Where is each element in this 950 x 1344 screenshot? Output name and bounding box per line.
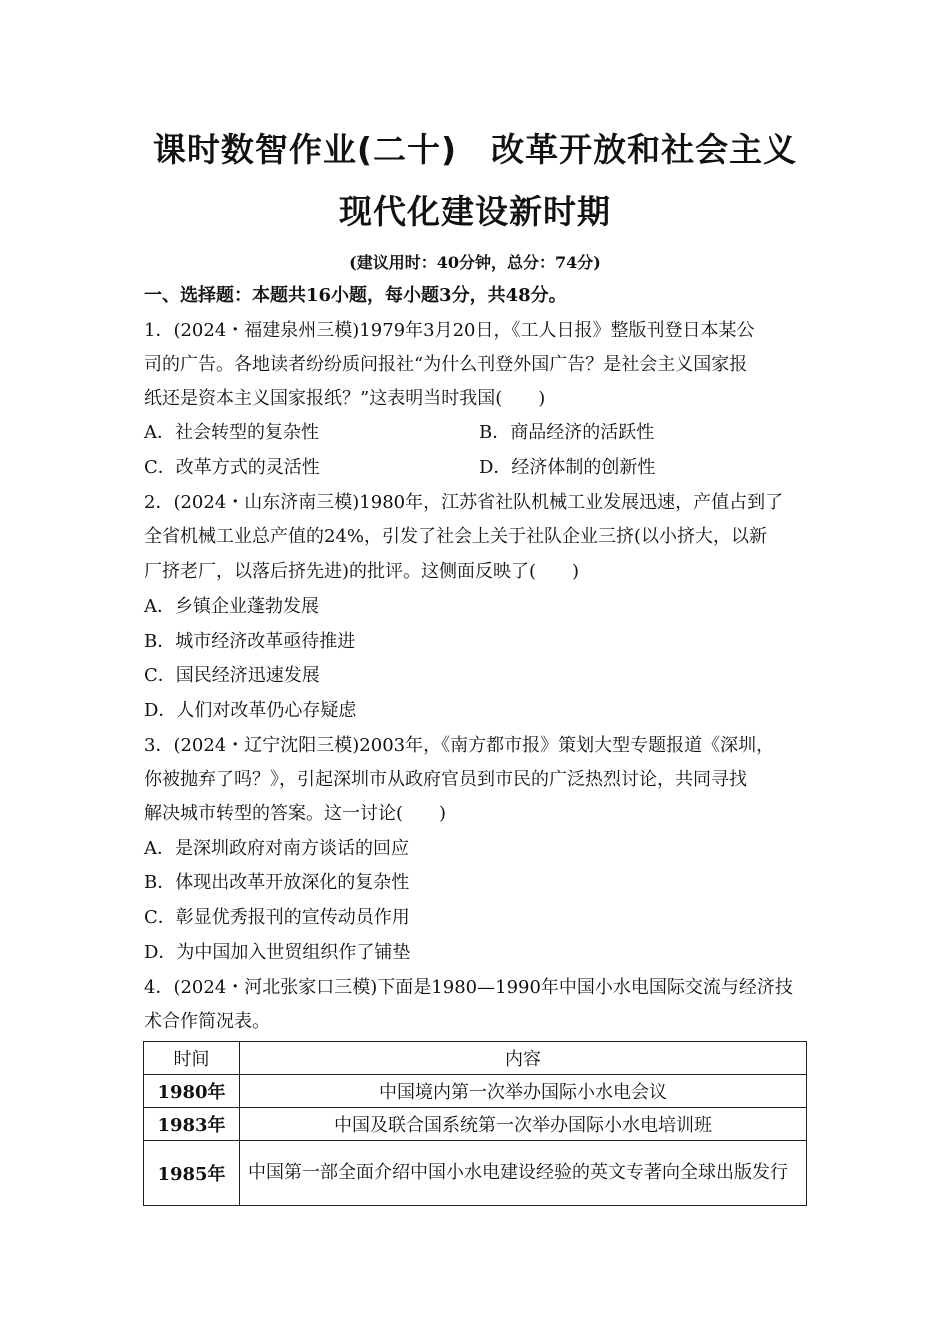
table-cell-time: 1980年: [144, 1075, 240, 1108]
time-and-score-note: (建议用时：40分钟，总分：74分): [349, 253, 601, 272]
table-row: [144, 1108, 807, 1141]
table-row: [144, 1141, 807, 1206]
question-1-line-2: 司的广告。各地读者纷纷质问报社“为什么刊登外国广告？是社会主义国家报: [144, 354, 748, 375]
page-title-continued: 现代化建设新时期: [339, 192, 611, 231]
question-3-line-3: 解决城市转型的答案。这一讨论( ): [144, 803, 447, 824]
page-title: 课时数智作业(二十) 改革开放和社会主义: [152, 130, 798, 169]
question-3-option-d: D．为中国加入世贸组织作了铺垫: [144, 942, 411, 963]
exchange-cooperation-table: [143, 1041, 807, 1206]
question-2-option-a: A．乡镇企业蓬勃发展: [144, 596, 319, 617]
question-3-line-2: 你被抛弃了吗？》，引起深圳市从政府官员到市民的广泛热烈讨论，共同寻找: [144, 769, 747, 790]
question-1-option-a: A．社会转型的复杂性: [144, 422, 319, 443]
question-3-option-b: B．体现出改革开放深化的复杂性: [144, 872, 410, 893]
table-cell-time: 1983年: [144, 1108, 240, 1141]
question-3-option-c: C．彰显优秀报刊的宣传动员作用: [144, 907, 410, 928]
question-2-option-d: D．人们对改革仍心存疑虑: [144, 700, 357, 721]
question-2-option-b: B．城市经济改革亟待推进: [144, 631, 356, 652]
question-2-option-c: C．国民经济迅速发展: [144, 665, 320, 686]
question-1-option-b: B．商品经济的活跃性: [479, 422, 655, 443]
question-1-line-3: 纸还是资本主义国家报纸？”这表明当时我国( ): [144, 388, 546, 409]
table-header-row: [144, 1042, 807, 1075]
table-header-content: 内容: [240, 1042, 807, 1075]
question-4-line-1: 4．(2024・河北张家口三模)下面是1980—1990年中国小水电国际交流与经济技: [144, 977, 793, 998]
question-1-option-c: C．改革方式的灵活性: [144, 457, 320, 478]
question-2-line-3: 厂挤老厂，以落后挤先进)的批评。这侧面反映了( ): [144, 561, 580, 582]
question-1-line-1: 1．(2024・福建泉州三模)1979年3月20日，《工人日报》整版刊登日本某公: [144, 320, 755, 341]
question-1-option-d: D．经济体制的创新性: [479, 457, 656, 478]
question-2-line-2: 全省机械工业总产值的24%，引发了社会上关于社队企业三挤(以小挤大，以新: [144, 526, 768, 547]
question-3-line-1: 3．(2024・辽宁沈阳三模)2003年，《南方都市报》策划大型专题报道《深圳，: [144, 735, 775, 756]
table-cell-time: 1985年: [144, 1141, 240, 1206]
table-cell-content: 中国第一部全面介绍中国小水电建设经验的英文专著向全球出版发行: [240, 1141, 807, 1206]
table-cell-content: 中国境内第一次举办国际小水电会议: [240, 1075, 807, 1108]
table-header-time: 时间: [144, 1042, 240, 1075]
section-heading: 一、选择题：本题共16小题，每小题3分，共48分。: [144, 285, 567, 306]
question-3-option-a: A．是深圳政府对南方谈话的回应: [144, 838, 409, 859]
question-2-line-1: 2．(2024・山东济南三模)1980年，江苏省社队机械工业发展迅速，产值占到了: [144, 492, 784, 513]
question-4-line-2: 术合作简况表。: [144, 1011, 270, 1032]
table-cell-content: 中国及联合国系统第一次举办国际小水电培训班: [240, 1108, 807, 1141]
table-row: [144, 1075, 807, 1108]
